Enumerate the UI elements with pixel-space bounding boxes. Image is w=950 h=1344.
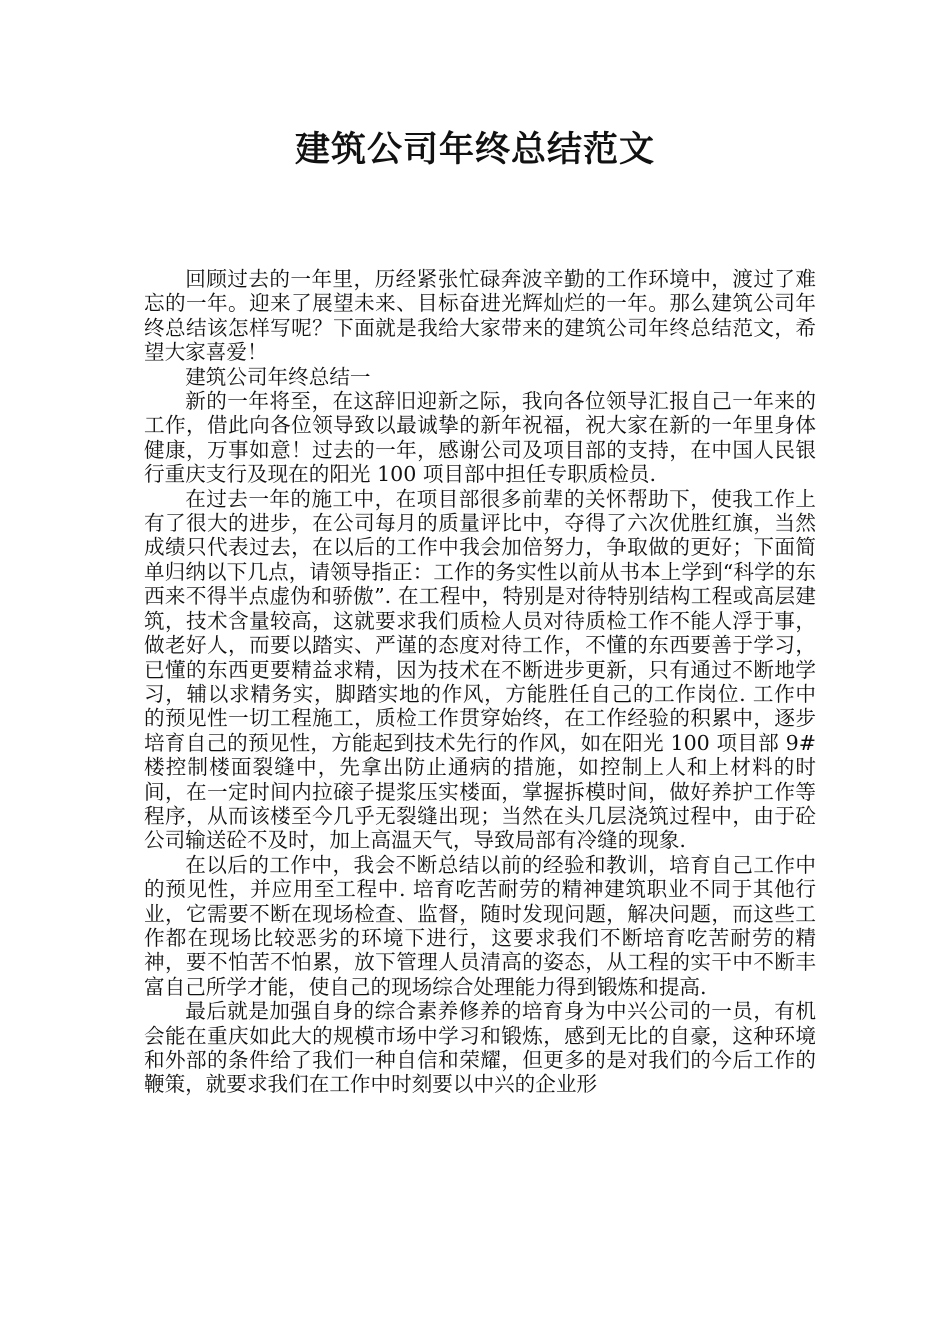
paragraph: 新的一年将至，在这辞旧迎新之际，我向各位领导汇报自己一年来的工作，借此向各位领导致以最诚挚的新年祝福，祝大家在新的一年里身体健康，万事如意！过去的一年，感谢公司及项目部的支持，在中国人民银行重庆支行及现在的阳光 100 项目部中担任专职质检员. [144, 389, 816, 487]
document-title: 建筑公司年终总结范文 [294, 130, 655, 170]
document-body [144, 267, 816, 1097]
section-heading: 建筑公司年终总结一 [185, 364, 371, 389]
paragraph-intro: 回顾过去的一年里，历经紧张忙碌奔波辛勤的工作环境中，渡过了难忘的一年。迎来了展望未来、目标奋进光辉灿烂的一年。那么建筑公司年终总结该怎样写呢？下面就是我给大家带来的建筑公司年终总结范文，希望大家喜爱！ [144, 267, 816, 365]
paragraph: 在以后的工作中，我会不断总结以前的经验和教训，培育自己工作中的预见性，并应用至工程中. 培育吃苦耐劳的精神建筑职业不同于其他行业，它需要不断在现场检查、监督，随时发现问题，解决问题，而这些工作都在现场比较恶劣的环境下进行，这要求我们不断培育吃苦耐劳的精神，要不怕苦不怕累，放下管理人员清高的姿态，从工程的实干中不断丰富自己所学才能，使自己的现场综合处理能力得到锻炼和提高. [144, 852, 816, 999]
paragraph: 在过去一年的施工中，在项目部很多前辈的关怀帮助下，使我工作上有了很大的进步，在公司每月的质量评比中，夺得了六次优胜红旗，当然成绩只代表过去，在以后的工作中我会加倍努力，争取做的更好；下面简单归纳以下几点，请领导指正：工作的务实性以前从书本上学到“科学的东西来不得半点虚伪和骄傲”. 在工程中，特别是对待特别结构工程或高层建筑，技术含量较高，这就要求我们质检人员对待质检工作不能人浮于事，做老好人，而要以踏实、严谨的态度对待工作，不懂的东西要善于学习，已懂的东西更要精益求精，因为技术在不断进步更新，只有通过不断地学习，辅以求精务实，脚踏实地的作风，方能胜任自己的工作岗位. 工作中的预见性一切工程施工，质检工作贯穿始终，在工作经验的积累中，逐步培育自己的预见性，方能起到技术先行的作风，如在阳光 100 项目部 9#楼控制楼面裂缝中，先拿出防止通病的措施，如控制上人和上材料的时间，在一定时间内拉磙子提浆压实楼面，掌握拆模时间，做好养护工作等程序，从而该楼至今几乎无裂缝出现；当然在头几层浇筑过程中，由于砼公司输送砼不及时，加上高温天气，导致局部有冷缝的现象. [144, 486, 816, 853]
paragraph: 最后就是加强自身的综合素养修养的培育身为中兴公司的一员，有机会能在重庆如此大的规模市场中学习和锻炼，感到无比的自豪，这种环境和外部的条件给了我们一种自信和荣耀，但更多的是对我们的今后工作的鞭策，就要求我们在工作中时刻要以中兴的企业形 [144, 999, 816, 1097]
